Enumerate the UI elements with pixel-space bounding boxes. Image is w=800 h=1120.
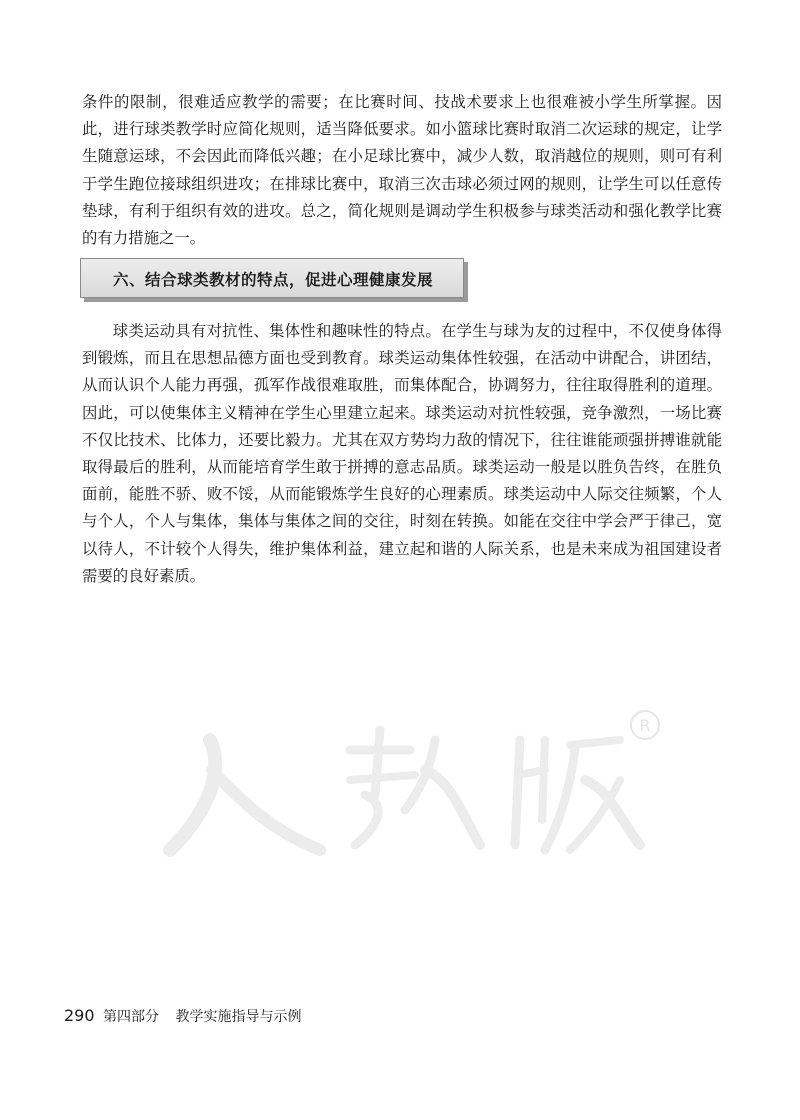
section-paragraph-block xyxy=(82,318,722,590)
section-heading: 六、结合球类教材的特点，促进心理健康发展 xyxy=(113,271,434,289)
footer-chapter-label: 教学实施指导与示例 xyxy=(175,1009,302,1025)
watermark-calligraphy-icon xyxy=(150,700,670,870)
top-paragraph: 条件的限制，很难适应教学的需要；在比赛时间、技战术要求上也很难被小学生所掌握。因此，进行球类教学时应简化规则，适当降低要求。如小篮球比赛时取消二次运球的规定，让学生随意运球，不会因此而降低兴趣；在小足球比赛中，减少人数，取消越位的规则，则可有利于学生跑位接球组织进攻；在排球比赛中，取消三次击球必须过网的规则，让学生可以任意传垫球，有利于组织有效的进攻。总之，简化规则是调动学生积极参与球类活动和强化教学比赛的有力措施之一。 xyxy=(82,93,722,248)
svg-text:R: R xyxy=(639,716,651,735)
page-footer xyxy=(64,1006,301,1026)
publisher-watermark-logo xyxy=(150,700,670,870)
section-paragraph: 球类运动具有对抗性、集体性和趣味性的特点。在学生与球为友的过程中，不仅使身体得到锻炼，而且在思想品德方面也受到教育。球类运动集体性较强，在活动中讲配合，讲团结，从而认识个人能力再强，孤军作战很难取胜，而集体配合，协调努力，往往取得胜利的道理。因此，可以使集体主义精神在学生心里建立起来。球类运动对抗性较强，竞争激烈，一场比赛不仅比技术、比体力，还要比毅力。尤其在双方势均力敌的情况下，往往谁能顽强拼搏谁就能取得最后的胜利，从而能培育学生敢于拼搏的意志品质。球类运动一般是以胜负告终，在胜负面前，能胜不骄、败不馁，从而能锻炼学生良好的心理素质。球类运动中人际交往频繁，个人与个人，个人与集体，集体与集体之间的交往，时刻在转换。如能在交往中学会严于律己，宽以待人，不计较个人得失，维护集体利益，建立起和谐的人际关系，也是未来成为祖国建设者需要的良好素质。 xyxy=(82,322,722,585)
section-heading-box xyxy=(80,258,464,298)
footer-part-label: 第四部分 xyxy=(103,1009,159,1025)
page-number: 290 xyxy=(64,1006,95,1025)
top-paragraph-block xyxy=(82,89,722,252)
